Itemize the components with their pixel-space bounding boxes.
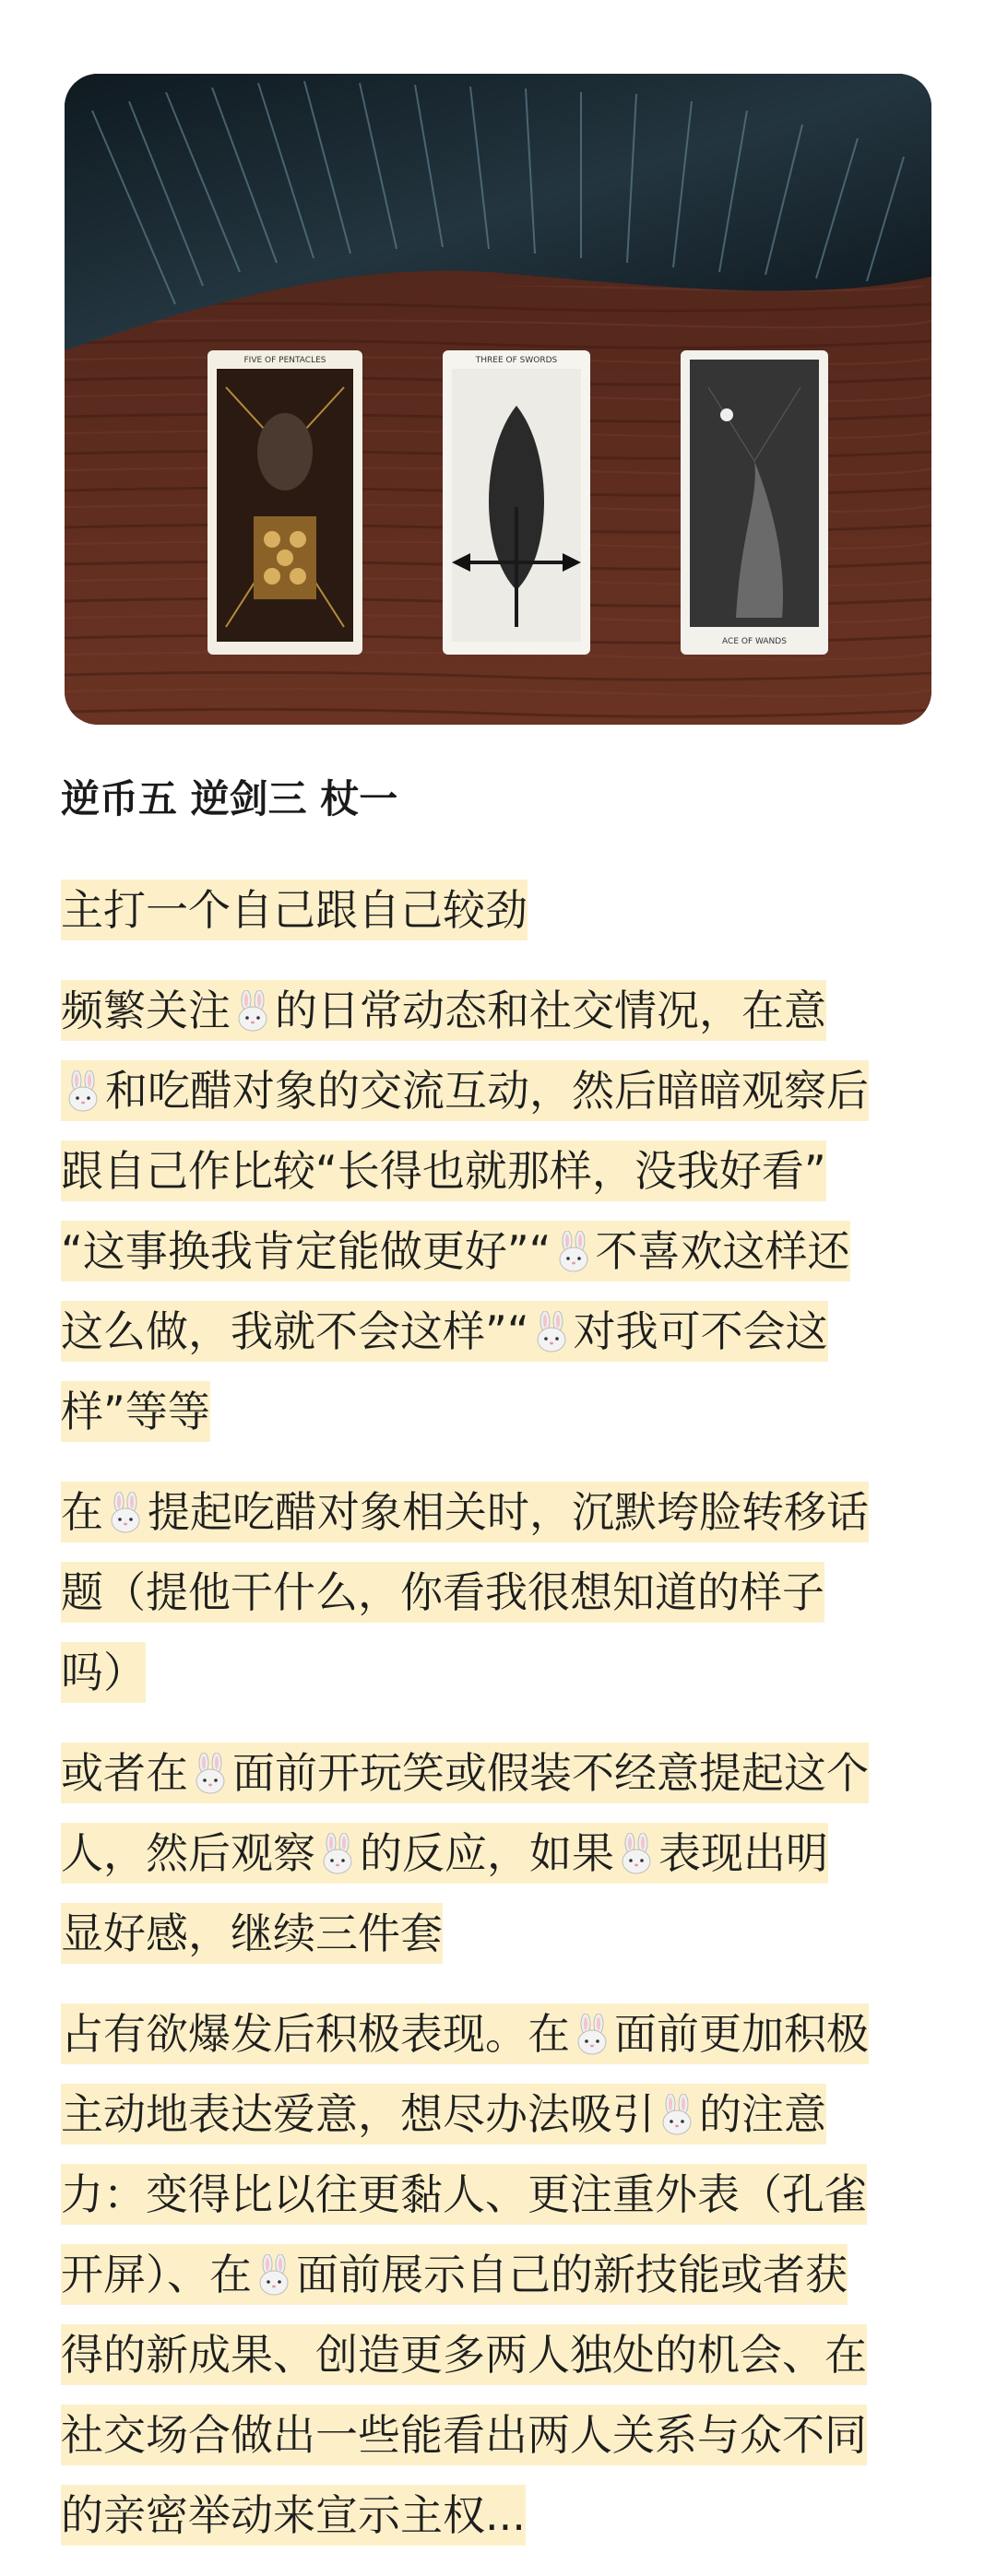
text-segment: 和吃醋对象的交流互动，然后暗暗观察后 [105,1066,869,1116]
text-segment: 的注意 [699,2089,826,2139]
text-segment: 题（提他干什么，你看我很想知道的样子 [61,1567,824,1617]
rabbit-icon [319,1833,356,1875]
text-segment: “这事换我肯定能做更好”“ [61,1226,551,1276]
text-segment: 面前更加积极 [614,2009,869,2059]
paragraph-5 [61,1994,946,2556]
text-segment: 频繁关注 [61,986,231,1035]
svg-text:FIVE OF PENTACLES: FIVE OF PENTACLES [243,356,326,365]
p2-line [61,1301,828,1362]
p5-line [61,2164,867,2225]
paragraph-3 [61,1472,946,1713]
paragraph-4 [61,1733,946,1974]
rabbit-icon [234,990,271,1033]
rabbit-icon [255,2254,292,2297]
p2-line [61,980,826,1041]
svg-text:THREE OF SWORDS: THREE OF SWORDS [475,356,558,365]
text-segment: 的亲密举动来宣示主权... [61,2490,526,2540]
text-segment: 提起吃醋对象相关时，沉默垮脸转移话 [148,1487,869,1537]
paragraph-1-line: 主打一个自己跟自己较劲 [61,880,528,940]
text-segment: 的日常动态和社交情况，在意 [275,986,826,1035]
p3-line [61,1482,869,1542]
text-segment: 这么做，我就不会这样”“ [61,1306,529,1356]
text-segment: 主动地表达爱意，想尽办法吸引 [61,2089,655,2139]
text-segment: 对我可不会这 [573,1306,828,1356]
text-segment: 面前开玩笑或假装不经意提起这个 [232,1748,869,1798]
text-segment: 样”等等 [61,1387,210,1436]
text-segment: 开屏）、在 [61,2250,252,2299]
p2-line [61,1381,210,1442]
p4-line [61,1903,443,1964]
tarot-cards-photo-icon [65,74,931,725]
p4-line [61,1823,828,1884]
p5-line [61,2485,526,2546]
rabbit-icon [107,1492,144,1534]
rabbit-icon [533,1311,570,1353]
text-segment: 或者在 [61,1748,188,1798]
tarot-photo [65,74,931,725]
text-segment: 表现出明 [658,1828,828,1878]
paragraph-1 [61,870,946,951]
p3-line [61,1642,146,1703]
text-segment: 的反应，如果 [360,1828,614,1878]
p5-line [61,2324,867,2385]
p2-line [61,1140,826,1201]
rabbit-icon [618,1833,655,1875]
rabbit-icon [658,2094,695,2136]
rabbit-icon [555,1231,592,1273]
rabbit-icon [574,2014,611,2056]
rabbit-icon [192,1753,229,1795]
text-segment: 吗） [61,1648,146,1697]
text-segment: 不喜欢这样还 [595,1226,850,1276]
text-segment: 在 [61,1487,103,1537]
text-segment: 显好感，继续三件套 [61,1908,443,1958]
text-segment: 力：变得比以往更黏人、更注重外表（孔雀 [61,2169,867,2219]
svg-text:ACE OF WANDS: ACE OF WANDS [722,637,787,646]
post-body [61,763,946,2576]
text-segment: 跟自己作比较“长得也就那样，没我好看” [61,1146,826,1196]
text-segment: 面前展示自己的新技能或者获 [296,2250,848,2299]
text-segment: 得的新成果、创造更多两人独处的机会、在 [61,2330,867,2380]
p3-line [61,1562,824,1623]
p5-line [61,2405,867,2465]
post-heading: 逆币五 逆剑三 杖一 [61,776,398,821]
p4-line [61,1743,869,1803]
p5-line [61,2084,826,2145]
p2-line [61,1221,850,1282]
p2-line [61,1060,869,1121]
rabbit-icon [65,1070,101,1113]
p5-line [61,2244,848,2305]
text-segment: 社交场合做出一些能看出两人关系与众不同 [61,2410,867,2460]
p5-line [61,2003,869,2064]
text-segment: 占有欲爆发后积极表现。在 [61,2009,570,2059]
paragraph-2 [61,971,946,1452]
text-segment: 人，然后观察 [61,1828,315,1878]
